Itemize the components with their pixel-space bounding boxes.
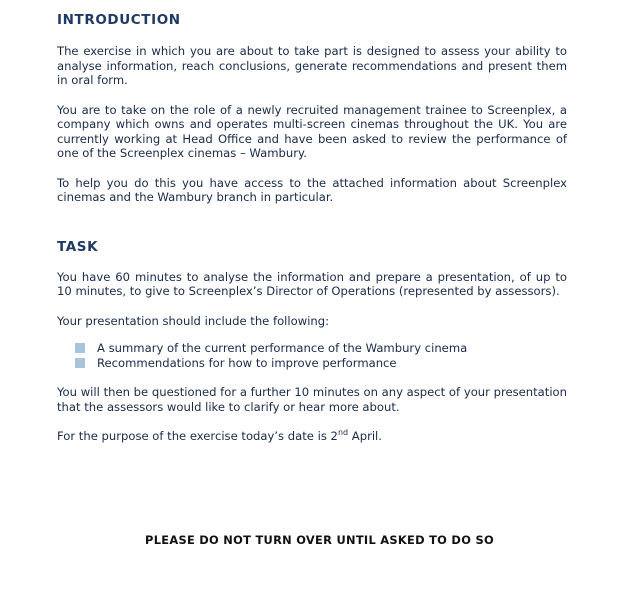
task-paragraph-3: You will then be questioned for a further 10 minutes on any aspect of your presentation that the assessors would like to clarify or hear more about. xyxy=(57,385,567,414)
square-bullet-icon xyxy=(75,358,85,368)
introduction-heading: INTRODUCTION xyxy=(57,12,181,28)
task-paragraph-4 xyxy=(57,429,567,444)
do-not-turn-over-notice: PLEASE DO NOT TURN OVER UNTIL ASKED TO DO SO xyxy=(145,533,494,547)
list-item-text: Recommendations for how to improve performance xyxy=(97,355,397,370)
square-bullet-icon xyxy=(75,343,85,353)
presentation-requirements-list xyxy=(75,341,567,370)
list-item xyxy=(75,356,567,371)
task-heading: TASK xyxy=(57,238,99,255)
list-item xyxy=(75,341,567,356)
introduction-paragraph-2: You are to take on the role of a newly recruited management trainee to Screenplex, a company which owns and operates multi-screen cinemas throughout the UK. You are currently working at Head Office and have been asked to review the performance of one of the Screenplex cinemas – Wambury. xyxy=(57,102,567,160)
document-page xyxy=(57,12,567,444)
introduction-paragraph-3: To help you do this you have access to the attached information about Screenplex cinemas and the Wambury branch in particular. xyxy=(57,175,567,204)
date-sentence-end: April. xyxy=(348,429,382,443)
introduction-paragraph-1: The exercise in which you are about to take part is designed to assess your ability to analyse information, reach conclusions, generate recommendations and present them in oral form. xyxy=(57,44,567,87)
ordinal-suffix: nd xyxy=(337,428,349,438)
task-paragraph-1: You have 60 minutes to analyse the information and prepare a presentation, of up to 10 minutes, to give to Screenplex’s Director of Operations (represented by assessors). xyxy=(57,269,567,298)
list-item-text: A summary of the current performance of the Wambury cinema xyxy=(97,341,468,355)
task-paragraph-2: Your presentation should include the following: xyxy=(57,313,330,328)
date-sentence: For the purpose of the exercise today’s date is 2 xyxy=(57,429,338,443)
